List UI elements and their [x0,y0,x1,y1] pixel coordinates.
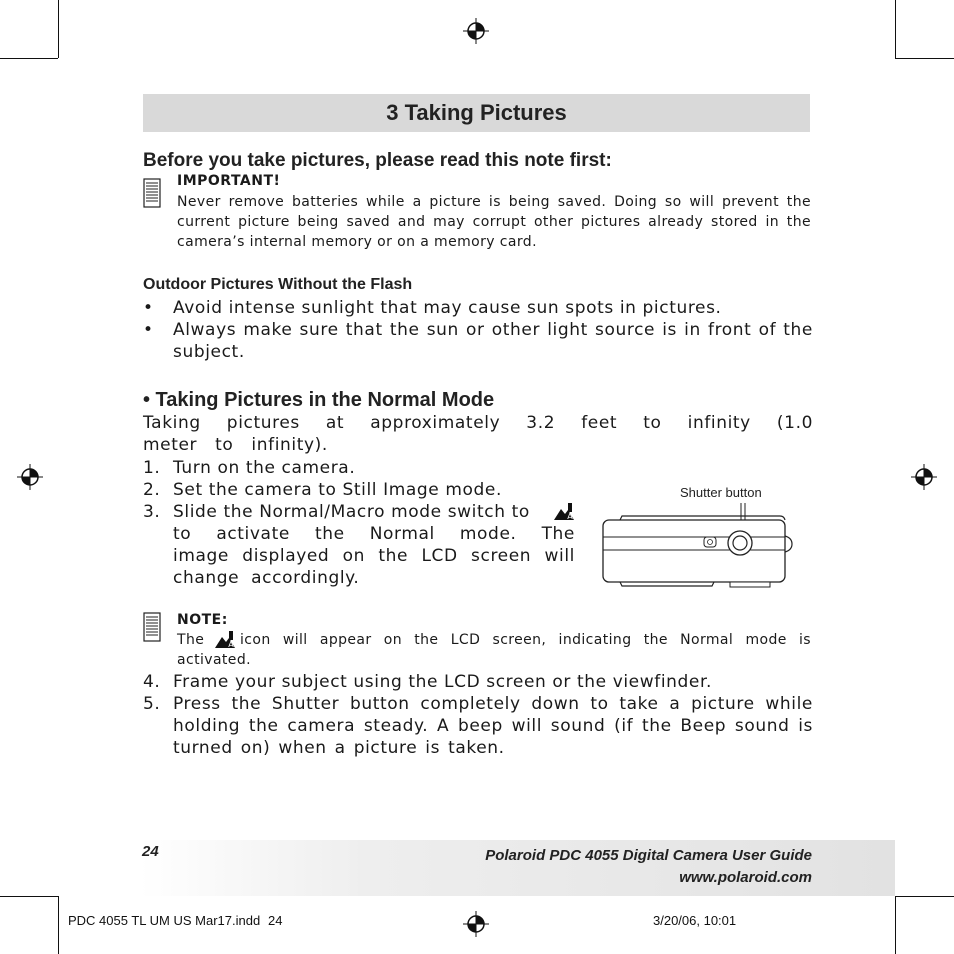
step-number: 4. [143,672,161,692]
crop-mark [895,896,896,954]
page-number: 24 [142,843,159,860]
important-text: Never remove batteries while a picture is being saved. Doing so will prevent the current picture being saved and may corrupt other pictures already stored in the camera’s internal memory or on a memory card. [177,194,811,250]
chapter-title-bar [143,94,810,132]
notepad-icon [143,612,161,642]
crop-mark [895,896,954,897]
normal-mode-heading: • Taking Pictures in the Normal Mode [143,389,495,411]
slug-filename: PDC 4055 TL UM US Mar17.indd [68,913,261,928]
guide-title: Polaroid PDC 4055 Digital Camera User Guide [485,847,812,864]
outdoor-heading: Outdoor Pictures Without the Flash [143,276,413,293]
step-text: Slide the Normal/Macro mode switch to [173,502,530,522]
bullet-marker: • [143,320,154,340]
list-item: Avoid intense sunlight that may cause sun spots in pictures. [173,298,722,318]
crop-mark [895,0,896,58]
step-text: Press the Shutter button completely down to take a picture while holding the camera steady. A beep will sound (if the Beep sound is turned on) when a picture is taken. [173,694,813,758]
registration-mark-icon [463,911,489,937]
crop-mark [58,896,59,954]
normal-mode-intro: Taking pictures at approximately 3.2 feet to infinity (1.0 meter to infinity). [143,413,813,455]
registration-mark-icon [17,464,43,490]
bullet-marker: • [143,298,154,318]
note-label: NOTE: [177,612,228,628]
svg-text:A: A [567,512,573,521]
slug-datetime: 3/20/06, 10:01 [653,913,737,928]
list-item: Always make sure that the sun or other light source is in front of the subject. [173,320,813,362]
shutter-button-callout: Shutter button [680,485,762,500]
important-label: IMPORTANT! [177,173,281,189]
step-number: 5. [143,694,161,714]
note-text-start: The [177,632,205,648]
step-number: 3. [143,502,161,522]
intro-heading: Before you take pictures, please read this note first: [143,150,612,171]
svg-text:A: A [228,640,234,649]
step-number: 1. [143,458,161,478]
step-text: Set the camera to Still Image mode. [173,480,502,500]
crop-mark [0,896,58,897]
camera-top-view-illustration [600,500,794,592]
slug-page: 24 [268,913,283,928]
step-text: to activate the Normal mode. The image displayed on the LCD screen will change accordingly. [173,524,575,588]
step-number: 2. [143,480,161,500]
step-text: Turn on the camera. [173,458,356,478]
note-text: icon will appear on the LCD screen, indicating the Normal mode is activated. [177,632,811,668]
registration-mark-icon [463,18,489,44]
step-text: Frame your subject using the LCD screen or the viewfinder. [173,672,713,692]
chapter-title: 3 Taking Pictures [386,100,567,125]
website: www.polaroid.com [679,869,812,886]
notepad-icon [143,178,161,208]
normal-mode-icon [553,502,575,522]
crop-mark [0,58,58,59]
registration-mark-icon [911,464,937,490]
crop-mark [58,0,59,58]
crop-mark [895,58,954,59]
